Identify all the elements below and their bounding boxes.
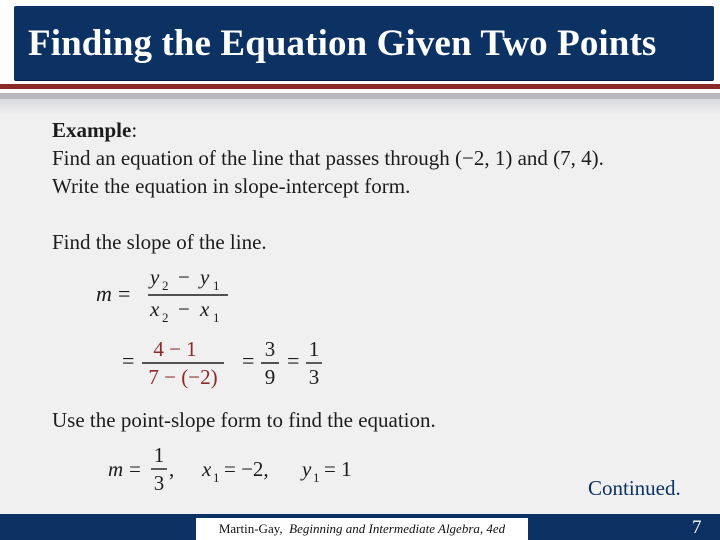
example-heading [52,118,137,143]
numerator-y2: y [150,266,160,289]
calc-frac3-numerator: 1 [308,337,320,361]
given-x1: x [202,457,212,481]
numerator-y2-sub: 2 [162,278,169,293]
given-m-denominator: 3 [153,471,165,495]
step-point-slope: Use the point-slope form to find the equation. [52,408,436,432]
given-y1-sub: 1 [313,470,320,485]
denominator-x2-sub: 2 [162,310,169,325]
accent-shade [0,99,720,115]
given-comma: , [169,457,175,481]
footer-bar [0,514,720,540]
example-label: Example [52,118,132,142]
slope-m: m [96,281,112,306]
calc-equals-2: = [242,348,255,373]
calc-frac2-denominator: 9 [264,365,276,389]
slope-formula [90,266,250,328]
given-m-numerator: 1 [153,444,165,467]
slope-equals: = [118,281,131,306]
numerator-minus: − [178,266,190,289]
denominator-x1-sub: 1 [213,310,220,325]
given-x1-value: = −2, [224,457,269,481]
footer-book-title: Beginning and Intermediate Algebra, 4ed [289,521,506,536]
calc-equals-1: = [122,348,135,373]
footer-citation [196,518,528,540]
continued-note: Continued. [588,476,681,500]
given-m: m [108,457,124,481]
title-box [14,6,714,80]
example-colon: : [131,118,138,142]
footer-author: Martin-Gay, [218,521,283,536]
slope-calculation [118,336,338,394]
given-y1-value: = 1 [324,457,352,481]
calc-denominator: 7 − (−2) [148,365,218,389]
calc-frac2-numerator: 3 [264,337,276,361]
given-m-equals: = [129,457,141,481]
title-band [0,0,720,84]
page-number: 7 [692,517,702,538]
calc-numerator: 4 − 1 [153,337,197,361]
denominator-minus: − [178,297,190,321]
problem-line-2: Write the equation in slope-intercept form. [52,174,411,198]
calc-equals-3: = [287,348,300,373]
denominator-x1: x [200,297,210,321]
given-x1-sub: 1 [213,470,220,485]
problem-line-1: Find an equation of the line that passes through (−2, 1) and (7, 4). [52,146,604,170]
numerator-y1: y [200,266,210,289]
numerator-y1-sub: 1 [213,278,220,293]
step-find-slope: Find the slope of the line. [52,230,267,254]
calc-frac3-denominator: 3 [308,365,320,389]
slide-title: Finding the Equation Given Two Points [28,23,657,64]
given-y1: y [302,457,312,481]
given-values [104,444,374,496]
denominator-x2: x [150,297,160,321]
